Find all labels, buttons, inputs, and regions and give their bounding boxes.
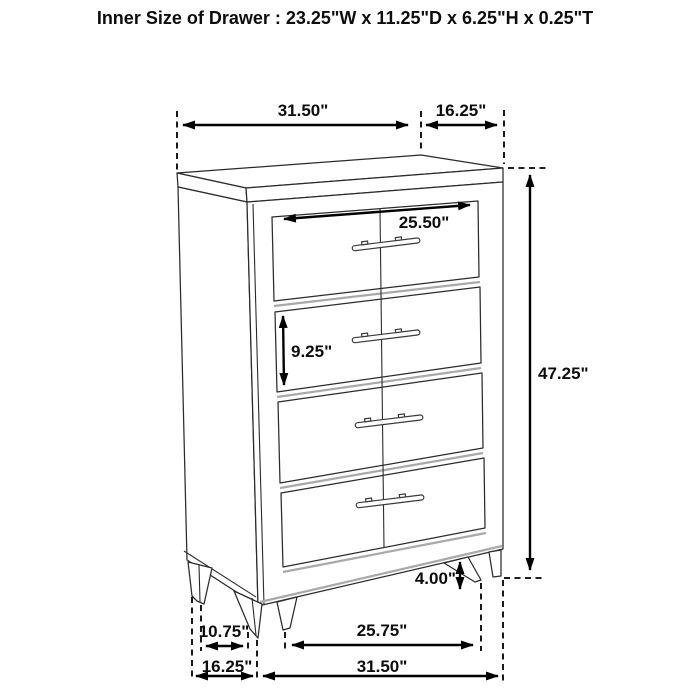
- label-leg-height: 4.00": [414, 569, 456, 588]
- dim-drawer-height: [283, 316, 284, 385]
- label-bottom-depth: 16.25": [201, 657, 253, 676]
- label-bottom-width: 31.50": [356, 657, 408, 676]
- label-top-width: 31.50": [277, 101, 329, 120]
- chest-body: [177, 155, 503, 638]
- diagram-title: Inner Size of Drawer : 23.25"W x 11.25"D x 6.25"H x 0.25"T: [96, 8, 594, 28]
- leg-front-center-left: [277, 597, 297, 630]
- leg-back-right: [489, 550, 501, 577]
- label-top-depth: 16.25": [435, 101, 487, 120]
- label-bottom-leg-span-front: 25.75": [356, 621, 408, 640]
- label-drawer-height: 9.25": [291, 342, 333, 361]
- label-bottom-leg-span-side: 10.75": [198, 622, 250, 641]
- side-panel: [178, 187, 258, 606]
- label-overall-height: 47.25": [538, 364, 589, 383]
- label-drawer-width: 25.50": [398, 213, 450, 232]
